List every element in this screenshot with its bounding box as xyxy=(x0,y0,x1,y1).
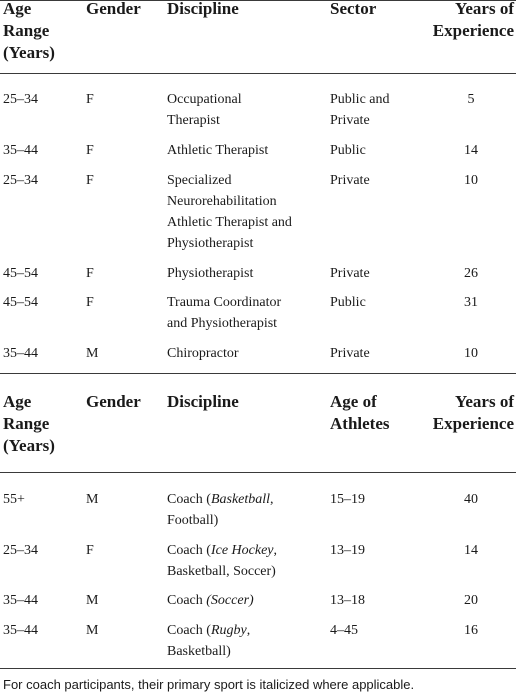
cell-discipline: Basketball) xyxy=(167,644,231,659)
cell-age: 45–54 xyxy=(3,295,38,310)
cell-discipline: and Physiotherapist xyxy=(167,316,278,331)
header-age-line2: Range xyxy=(3,21,50,40)
cell-gender: F xyxy=(86,173,94,188)
cell-discipline: Specialized xyxy=(167,173,232,188)
table1-header-rule xyxy=(0,73,516,74)
cell-discipline: Therapist xyxy=(167,113,220,128)
cell-discipline: Athletic Therapist xyxy=(167,143,269,158)
header-years-line1: Years of xyxy=(454,392,514,411)
cell-sector: Public xyxy=(330,295,366,310)
cell-years: 10 xyxy=(464,173,478,188)
header-discipline: Discipline xyxy=(167,0,239,18)
header-years-line2: Experience xyxy=(432,21,514,40)
header-discipline: Discipline xyxy=(167,392,239,411)
cell-years: 16 xyxy=(464,623,478,638)
cell-athletes: 13–18 xyxy=(330,593,365,608)
cell-age: 25–34 xyxy=(3,92,38,107)
cell-years: 10 xyxy=(464,346,478,361)
cell-athletes: 15–19 xyxy=(330,492,365,507)
cell-discipline: Chiropractor xyxy=(167,346,239,361)
table1-top-rule xyxy=(0,0,516,1)
cell-discipline: Coach (Ice Hockey, xyxy=(167,543,277,558)
header-age-line1: Age xyxy=(3,392,32,411)
table2-header-rule xyxy=(0,472,516,473)
cell-age: 55+ xyxy=(3,492,25,507)
header-years-line1: Years of xyxy=(454,0,514,18)
cell-gender: M xyxy=(86,593,99,608)
cell-age: 45–54 xyxy=(3,266,38,281)
table-footnote: For coach participants, their primary sport is italicized where applicable. xyxy=(3,677,415,692)
cell-years: 26 xyxy=(464,266,478,281)
cell-discipline: Athletic Therapist and xyxy=(167,215,292,230)
cell-gender: M xyxy=(86,623,99,638)
cell-athletes: 4–45 xyxy=(330,623,358,638)
cell-gender: F xyxy=(86,92,94,107)
header-athletes-line1: Age of xyxy=(330,392,377,411)
cell-gender: M xyxy=(86,492,99,507)
header-years-line2: Experience xyxy=(432,414,514,433)
cell-discipline: Coach (Rugby, xyxy=(167,623,251,638)
cell-gender: F xyxy=(86,543,94,558)
cell-discipline: Physiotherapist xyxy=(167,266,254,281)
cell-age: 25–34 xyxy=(3,543,38,558)
header-age-line1: Age xyxy=(3,0,32,18)
cell-sector: Private xyxy=(330,266,370,281)
cell-discipline: Physiotherapist xyxy=(167,236,254,251)
cell-sector: Private xyxy=(330,346,370,361)
cell-discipline: Football) xyxy=(167,513,219,528)
cell-gender: F xyxy=(86,266,94,281)
cell-discipline: Trauma Coordinator xyxy=(167,295,282,310)
table2-top-rule xyxy=(0,373,516,374)
cell-discipline: Basketball, Soccer) xyxy=(167,564,276,579)
cell-age: 35–44 xyxy=(3,143,38,158)
cell-sector: Public xyxy=(330,143,366,158)
cell-sector: Private xyxy=(330,113,370,128)
header-age-line3: (Years) xyxy=(3,43,55,62)
cell-years: 14 xyxy=(464,543,478,558)
cell-discipline: Neurorehabilitation xyxy=(167,194,277,209)
cell-gender: F xyxy=(86,143,94,158)
cell-age: 35–44 xyxy=(3,593,38,608)
header-sector: Sector xyxy=(330,0,377,18)
cell-years: 31 xyxy=(464,295,478,310)
cell-sector: Private xyxy=(330,173,370,188)
header-age-line3: (Years) xyxy=(3,436,55,455)
cell-years: 14 xyxy=(464,143,478,158)
table-bottom-rule xyxy=(0,668,516,669)
cell-age: 35–44 xyxy=(3,623,38,638)
cell-age: 35–44 xyxy=(3,346,38,361)
header-gender: Gender xyxy=(86,392,141,411)
header-athletes-line2: Athletes xyxy=(330,414,390,433)
header-age-line2: Range xyxy=(3,414,50,433)
cell-years: 5 xyxy=(467,92,475,107)
cell-athletes: 13–19 xyxy=(330,543,365,558)
cell-discipline: Occupational xyxy=(167,92,242,107)
cell-years: 20 xyxy=(464,593,478,608)
cell-discipline: Coach (Basketball, xyxy=(167,492,274,507)
cell-age: 25–34 xyxy=(3,173,38,188)
cell-gender: M xyxy=(86,346,99,361)
header-gender: Gender xyxy=(86,0,141,18)
cell-discipline: Coach (Soccer) xyxy=(167,593,254,608)
cell-years: 40 xyxy=(464,492,478,507)
cell-sector: Public and xyxy=(330,92,390,107)
cell-gender: F xyxy=(86,295,94,310)
